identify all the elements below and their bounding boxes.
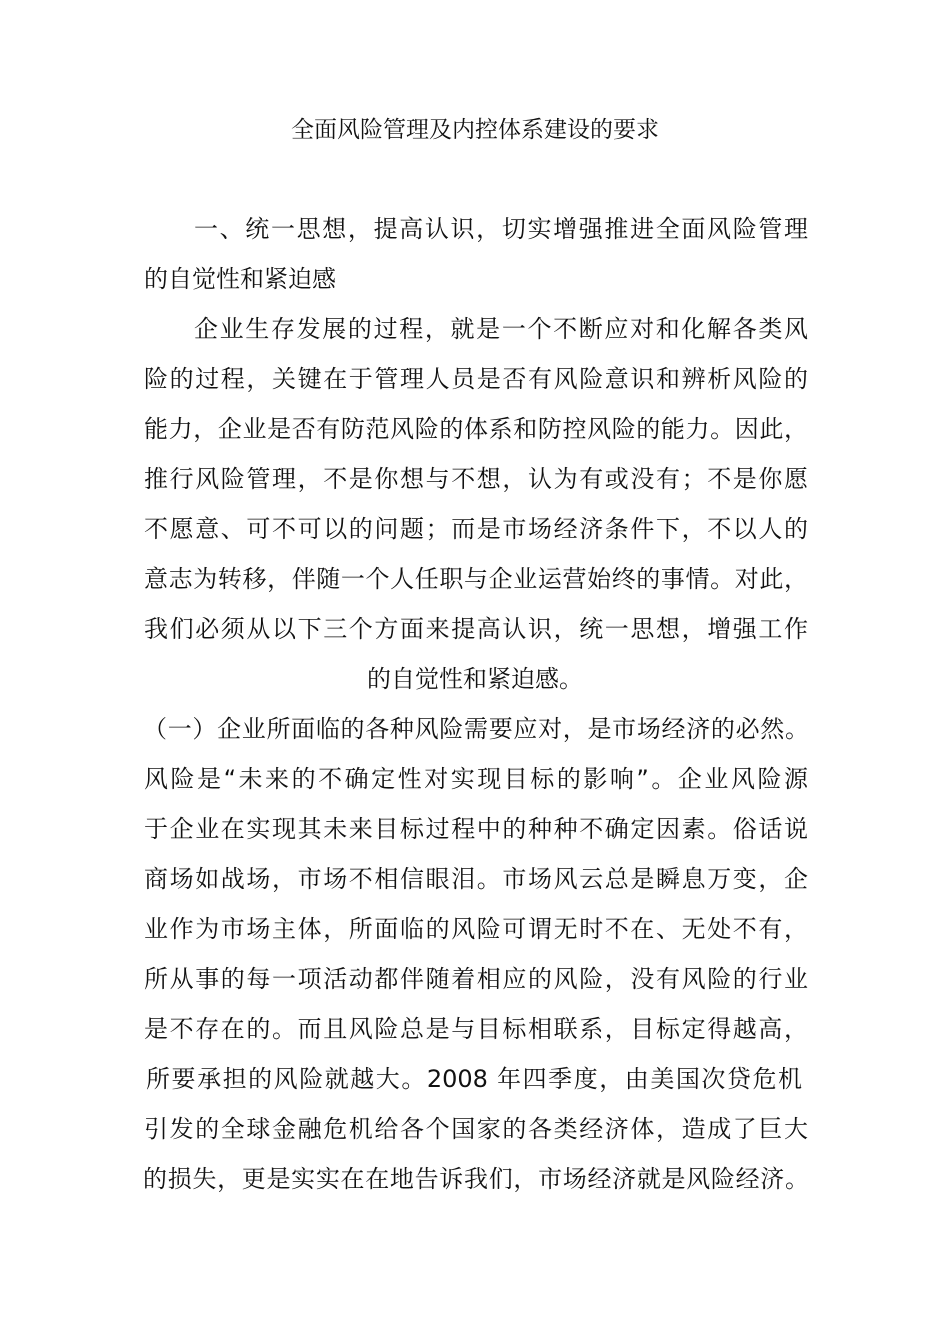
paragraph-2-line-1: （一）企业所面临的各种风险需要应对，是市场经济的必然。 bbox=[143, 715, 809, 743]
paragraph-2-line-2: 风险是“未来的不确定性对实现目标的影响”。企业风险源 bbox=[144, 765, 808, 793]
paragraph-2-line-5: 业作为市场主体，所面临的风险可谓无时不在、无处不有， bbox=[144, 915, 808, 943]
section-heading-line-1: 一、统一思想，提高认识，切实增强推进全面风险管理 bbox=[194, 215, 808, 243]
paragraph-2-line-9: 引发的全球金融危机给各个国家的各类经济体，造成了巨大 bbox=[144, 1115, 808, 1143]
paragraph-1-line-3: 能力，企业是否有防范风险的体系和防控风险的能力。因此， bbox=[144, 415, 808, 443]
paragraph-1-line-2: 险的过程，关键在于管理人员是否有风险意识和辨析风险的 bbox=[144, 365, 808, 393]
paragraph-2-line-4: 商场如战场，市场不相信眼泪。市场风云总是瞬息万变，企 bbox=[144, 865, 808, 893]
paragraph-1-line-5: 不愿意、可不可以的问题；而是市场经济条件下，不以人的 bbox=[144, 515, 808, 543]
document-title: 全面风险管理及内控体系建设的要求 bbox=[291, 117, 659, 143]
paragraph-2-line-6: 所从事的每一项活动都伴随着相应的风险，没有风险的行业 bbox=[144, 965, 808, 993]
paragraph-2-line-7: 是不存在的。而且风险总是与目标相联系，目标定得越高， bbox=[144, 1015, 808, 1043]
paragraph-1-line-1: 企业生存发展的过程，就是一个不断应对和化解各类风 bbox=[194, 315, 808, 343]
paragraph-1-line-7: 我们必须从以下三个方面来提高认识，统一思想，增强工作 bbox=[144, 615, 808, 643]
paragraph-1-line-6: 意志为转移，伴随一个人任职与企业运营始终的事情。对此， bbox=[144, 565, 808, 593]
paragraph-1-line-8: 的自觉性和紧迫感。 bbox=[367, 665, 583, 693]
paragraph-2-line-10: 的损失，更是实实在在地告诉我们，市场经济就是风险经济。 bbox=[143, 1165, 809, 1193]
paragraph-2-line-8: 所要承担的风险就越大。2008 年四季度，由美国次贷危机 bbox=[146, 1065, 802, 1093]
paragraph-2-line-3: 于企业在实现其未来目标过程中的种种不确定因素。俗话说 bbox=[144, 815, 808, 843]
paragraph-1-line-4: 推行风险管理，不是你想与不想，认为有或没有；不是你愿 bbox=[144, 465, 808, 493]
section-heading-line-2: 的自觉性和紧迫感 bbox=[144, 265, 336, 293]
